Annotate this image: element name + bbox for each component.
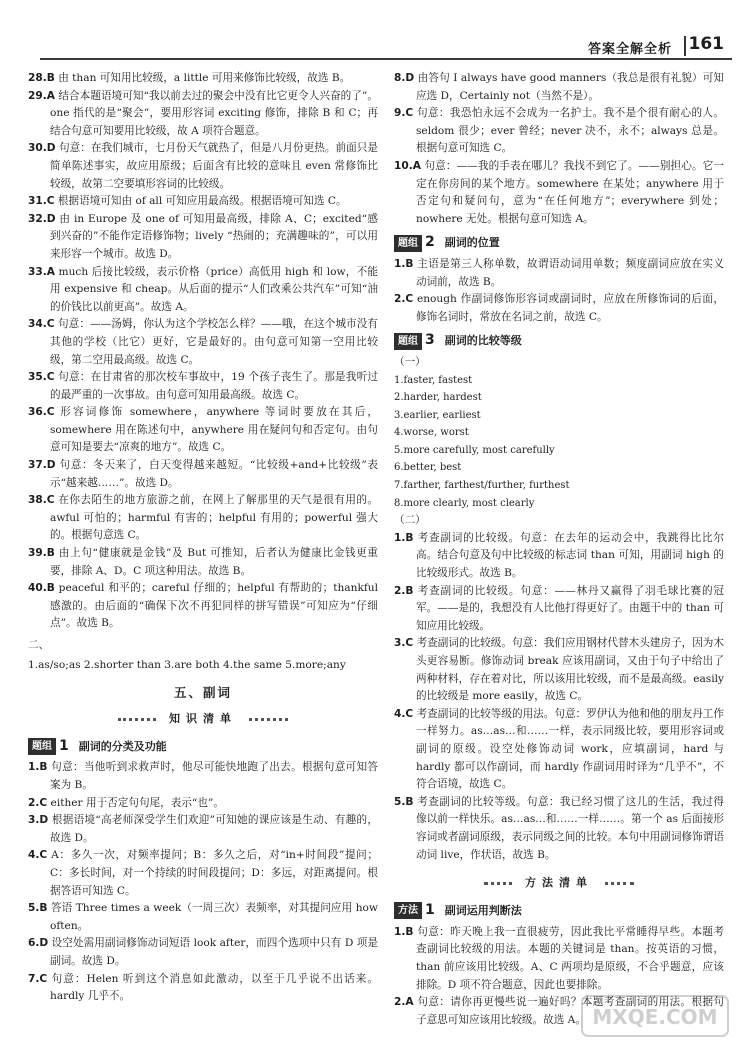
answer-number: 35.C xyxy=(28,371,55,384)
answer-explanation: 根据语境“高老师深受学生们欢迎”可知她的课应该是生动、有趣的，故选 D。 xyxy=(50,814,378,844)
right-column xyxy=(394,70,724,1029)
answer-item xyxy=(28,759,378,794)
answer-number: 28.B xyxy=(28,72,55,84)
answer-number: 10.A xyxy=(394,159,421,172)
answer-item xyxy=(28,795,378,813)
left-column xyxy=(28,70,378,1006)
method-name: 副词运用判断法 xyxy=(444,904,522,918)
answer-item xyxy=(28,457,378,492)
section-title: 五、副词 xyxy=(173,685,232,701)
header-divider xyxy=(684,36,686,56)
answer-number: 1.B xyxy=(394,531,414,544)
topic-badge: 题组 xyxy=(394,333,422,350)
answer-number: 4.C xyxy=(28,849,48,862)
answer-number: 3.D xyxy=(28,814,49,827)
topic-number: 3 xyxy=(425,332,435,349)
knowledge-list-title: 知识清单 xyxy=(159,708,247,730)
topic1-heading xyxy=(28,738,378,756)
answer-number: 1.B xyxy=(394,257,414,270)
answer-item xyxy=(28,812,378,847)
answer-explanation: 由上句“健康就是金钱”及 But 可推知，后者认为健康比金钱更重要，排除 A、D。C 项这种用法。故选 B。 xyxy=(50,547,378,577)
answer-number: 3.C xyxy=(394,637,414,650)
answer-number: 31.C xyxy=(28,195,55,208)
topic-name: 副词的比较等级 xyxy=(444,334,522,348)
answer-explanation: 形容词修饰 somewhere，anywhere 等词时要放在其后，somewhere 用在陈述句中，anywhere 用在疑问句和否定句。由句意可知是要去“凉爽的地方”。故选 C。 xyxy=(50,406,378,454)
answer-number: 32.D xyxy=(28,212,56,225)
answer-item xyxy=(394,924,724,994)
answer-explanation: 句意：我恐怕永远不会成为一名护士。我不是个很有耐心的人。seldom 很少；ever 曾经；never 决不，永不；always 总是。根据句意可知选 C。 xyxy=(416,107,725,155)
answer-number: 2.C xyxy=(28,796,48,809)
answer-item xyxy=(394,583,724,636)
answer-number: 1.B xyxy=(394,925,414,938)
method-number: 1 xyxy=(425,902,435,919)
answer-explanation: much 后接比较级，表示价格（price）高低用 high 和 low，不能用 expensive 和 cheap。从后面的提示“人们改乘公共汽车”可知“油的价钱比以前更高”。故选 A。 xyxy=(50,265,378,313)
comparative-line: 8.more clearly, most clearly xyxy=(394,497,535,509)
header-title: 答案全解全析 xyxy=(587,42,672,57)
part2-label: （二） xyxy=(394,514,426,527)
answer-item xyxy=(28,404,378,457)
topic-name: 副词的分类及功能 xyxy=(78,739,167,753)
answer-number: 7.C xyxy=(28,972,48,985)
answer-number: 1.B xyxy=(28,761,48,774)
answer-number: 5.B xyxy=(28,902,48,915)
answer-explanation: 句意：在甘肃省的那次校车事故中，19 个孩子丧生了。那是我听过的最严重的一次事故。由句意可知用最高级。故选 C。 xyxy=(50,371,378,401)
comparative-line: 3.earlier, earliest xyxy=(394,409,481,421)
answer-explanation: peaceful 和平的；careful 仔细的；helpful 有帮助的；thankful 感激的。由后面的“确保下次不再犯同样的拼写错误”可知应为“仔细点”。故选 B。 xyxy=(50,582,378,630)
answer-explanation: 考查副词的比较级。句意：我们应用钢材代替木头建房子，因为木头更容易断。修饰动词 break 应该用副词，又由于句子中给出了两种材料，存在着对比，所以该用比较级，而不是最高级。easily 的比较级是 more easily，故选 C。 xyxy=(416,637,725,703)
comparative-line: 7.farther, farthest/further, furthest xyxy=(394,480,570,492)
answer-number: 38.C xyxy=(28,494,55,507)
answer-number: 39.B xyxy=(28,547,55,560)
comparative-line: 1.faster, fastest xyxy=(394,374,473,386)
answer-explanation: 由答句 I always have good manners（我总是很有礼貌）可知应选 D，Certainly not（当然不是）。 xyxy=(416,72,724,102)
answer-item xyxy=(28,580,378,633)
topic-badge: 题组 xyxy=(394,235,422,252)
answer-number: 34.C xyxy=(28,318,55,331)
answer-explanation: 在你去陌生的地方旅游之前，在网上了解那里的天气是很有用的。awful 可怕的；harmful 有害的；helpful 有用的；powerful 强大的。根据句意选 C。 xyxy=(50,494,378,542)
answer-item xyxy=(394,794,724,864)
header-rule xyxy=(40,58,732,60)
method1-heading xyxy=(394,902,724,920)
answer-number: 2.A xyxy=(394,996,414,1009)
answer-item xyxy=(394,256,724,291)
answer-item xyxy=(28,369,378,404)
answer-explanation: 句意：冬天来了，白天变得越来越短。“比较级+and+比较级”表示“越来越……”。故选 D。 xyxy=(50,459,378,489)
answer-item xyxy=(28,971,378,1006)
answer-explanation: 句意：——汤姆，你认为这个学校怎么样？——哦，在这个城市没有其他的学校（比它）更好，它是最好的。由句意可知第一空用比较级，第二空用最高级。故选 C。 xyxy=(50,318,378,366)
topic-badge: 题组 xyxy=(28,738,56,755)
answer-explanation: 句意：昨天晚上我一直很疲劳，因此我比平常睡得早些。本题考查副词比较级的用法。本题的关键词是 than。按英语的习惯，than 前应该用比较级。A、C 两项均是原级，不合乎题意，应该排除。D 项不符合题意，因此也要排除。 xyxy=(416,925,724,991)
method-badge: 方法 xyxy=(394,902,422,919)
answer-explanation: 主语是第三人称单数，故谓语动词用单数；频度副词应放在实义动词前，故选 B。 xyxy=(416,257,724,288)
answer-explanation: either 用于否定句句尾，表示“也”。 xyxy=(50,796,224,809)
answer-explanation: 结合本题语境可知“我以前去过的聚会中没有比它更令人兴奋的了”。one 指代的是“聚会”，要用形容词 exciting 修饰，排除 B 和 C；再结合句意可知要用比较级，故 A 项符合题意。 xyxy=(50,89,378,137)
answer-explanation: 由 than 可知用比较级，a little 可用来修饰比较级，故选 B。 xyxy=(58,72,351,84)
page-header xyxy=(0,0,750,62)
answer-item xyxy=(28,316,378,369)
answer-item xyxy=(28,935,378,970)
answer-explanation: 设空处需用副词修饰动词短语 look after，而四个选项中只有 D 项是副词。故选 D。 xyxy=(50,937,378,967)
answer-explanation: 考查副词的比较等级的用法。句意：罗伊认为他和他的朋友丹工作一样努力。as…as…和……一样，表示同级比较，要用形容词或副词的原级。设空处修饰动词 work，应填副词，hard 与 hardly 都可以作副词，而 hardly 作副词用时译为“几乎不”，不符合语境，故选 C。 xyxy=(416,707,725,791)
answer-number: 6.D xyxy=(28,937,49,950)
answer-item xyxy=(394,70,724,105)
answer-number: 4.C xyxy=(394,707,414,720)
knowledge-list-bar xyxy=(28,708,378,728)
topic2-heading xyxy=(394,234,724,252)
answer-item xyxy=(394,158,724,228)
answer-item xyxy=(394,706,724,794)
answer-explanation: 句意：——我的手表在哪儿？我找不到它了。——别担心。它一定在你房间的某个地方。somewhere 在某处；anywhere 用于否定句和疑问句，意为“在任何地方”；everywhere 到处；nowhere 无处。根据句意可知选 A。 xyxy=(416,159,724,225)
answer-explanation: 考查副词的比较级。句意：在去年的运动会中，我跳得比比尔高。结合句意及句中比较级的标志词 than 可知，用副词 high 的比较级形式。故选 B。 xyxy=(416,531,724,580)
watermark-logo xyxy=(580,994,730,1038)
answer-item xyxy=(28,545,378,580)
method-list-bar xyxy=(394,872,724,892)
answer-number: 8.D xyxy=(394,72,415,84)
answer-item xyxy=(28,70,378,88)
answer-item xyxy=(394,530,724,583)
answer-explanation: A：多久一次，对频率提问；B：多久之后，对“in+时间段”提问；C：多长时间，对一个持续的时间段提问；D：多远，对距离提问。根据答语可知选 C。 xyxy=(50,849,378,897)
answer-number: 37.D xyxy=(28,459,56,472)
comparative-line: 2.harder, hardest xyxy=(394,392,482,404)
answer-item xyxy=(28,193,378,211)
answer-explanation: 句意：当他听到求救声时，他尽可能快地跑了出去。根据句意可知答案为 B。 xyxy=(50,761,378,791)
comparative-line: 5.more carefully, most carefully xyxy=(394,444,555,456)
answer-explanation: enough 作副词修饰形容词或副词时，应放在所修饰词的后面，修饰名词时，常放在名词之前，故选 C。 xyxy=(416,293,724,323)
answer-number: 5.B xyxy=(394,795,414,808)
answer-number: 40.B xyxy=(28,582,55,595)
method-list-title: 方法清单 xyxy=(515,872,603,894)
answer-number: 33.A xyxy=(28,265,55,278)
topic-number: 1 xyxy=(59,737,69,754)
answer-item xyxy=(28,140,378,193)
answer-number: 9.C xyxy=(394,107,414,120)
watermark-text: MXQE.COM xyxy=(592,1005,718,1029)
answer-item xyxy=(28,847,378,900)
answer-item xyxy=(28,492,378,545)
answer-number: 2.B xyxy=(394,584,414,597)
topic-number: 2 xyxy=(425,234,435,251)
answer-item xyxy=(394,105,724,158)
answer-item xyxy=(28,264,378,317)
answer-explanation: 考查副词的比较等级。句意：我已经习惯了这儿的生活，我过得像以前一样快乐。as…as…和……一样……。第一个 as 后面接形容词或者副词原级，表示同级之间的比较。本句中用副词修饰谓语动词 live，作状语，故选 B。 xyxy=(416,795,724,861)
answer-number: 30.D xyxy=(28,142,56,155)
answer-number: 36.C xyxy=(28,406,55,419)
answer-explanation: 句意：请你再更慢些说一遍好吗？本题考查副词的用法。根据句子意思可知应该用比较级。故选 A。 xyxy=(416,996,725,1026)
answer-item xyxy=(28,88,378,141)
answer-item xyxy=(394,635,724,705)
topic3-heading xyxy=(394,332,724,350)
part2-label: 二、 xyxy=(28,639,50,651)
answer-explanation: 句意：在我们城市，七月份天气就热了，但是八月份更热。前面只是简单陈述事实，故应用原级；后面含有比较的意味且 even 常修饰比较级，故第二空要填形容词的比较级。 xyxy=(50,142,379,190)
answer-explanation: 句意：Helen 听到这个消息如此激动，以至于几乎说不出话来。hardly 几乎不。 xyxy=(50,972,378,1003)
answer-explanation: 考查副词的比较级。句意：——林丹又赢得了羽毛球比赛的冠军。——是的，我想没有人比他打得更好了。由题干中的 than 可知应用比较级。 xyxy=(416,584,724,632)
page-number: 161 xyxy=(688,34,724,54)
part2-answers: 1.as/so;as 2.shorter than 3.are both 4.the same 5.more;any xyxy=(28,658,346,671)
answer-item xyxy=(28,900,378,935)
answer-explanation: 根据语境可知由 of all 可知应用最高级。根据语境可知选 C。 xyxy=(57,195,347,208)
comparative-line: 6.better, best xyxy=(394,462,462,474)
comparative-line: 4.worse, worst xyxy=(394,427,469,439)
answer-number: 2.C xyxy=(394,293,414,306)
part1-label: （一） xyxy=(394,355,426,368)
answer-explanation: 答语 Three times a week（一周三次）表频率，对其提问应用 how often。 xyxy=(50,902,378,932)
answer-explanation: 由 in Europe 及 one of 可知用最高级，排除 A、C；excited“感到兴奋的”不能作定语修饰物；lively “热闹的；充满趣味的”，可以用来形容一个城市。故选 D。 xyxy=(50,212,378,260)
answer-number: 29.A xyxy=(28,89,55,102)
answer-item xyxy=(28,211,378,264)
answer-item xyxy=(394,291,724,326)
topic-name: 副词的位置 xyxy=(444,236,500,250)
